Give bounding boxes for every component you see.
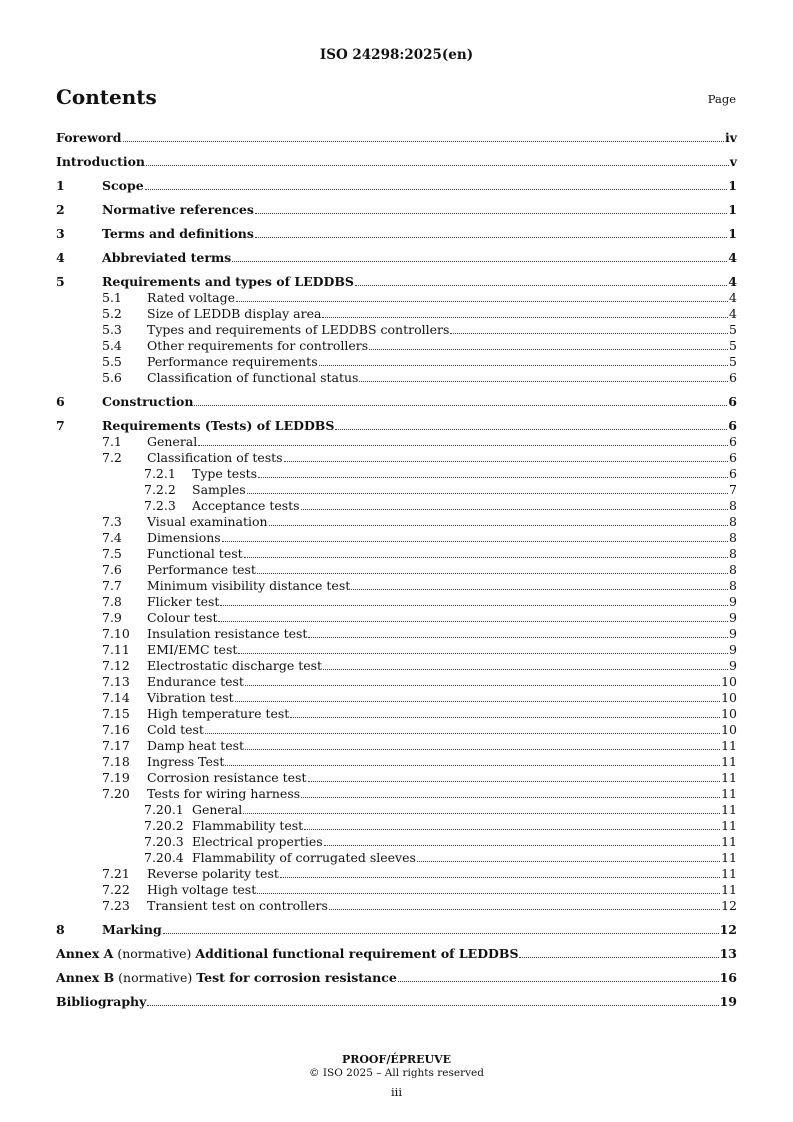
toc-entry-title: Type tests [192,466,258,481]
toc-entry-number: 7.2.3 [144,498,176,513]
toc-entry[interactable] [56,882,737,898]
toc-entry-title: Foreword [56,130,122,145]
toc-entry[interactable] [56,450,737,466]
toc-entry[interactable] [56,946,737,962]
dot-leader [255,237,727,238]
toc-entry-number: 7.16 [102,722,130,737]
toc-entry-title: Cold test [147,722,204,737]
toc-entry[interactable] [56,546,737,562]
toc-entry-page: 9 [729,610,737,625]
toc-entry[interactable] [56,674,737,690]
toc-entry-page: 11 [721,834,737,849]
toc-entry-title: Performance requirements [147,354,318,369]
toc-entry[interactable] [56,562,737,578]
dot-leader [245,749,720,750]
toc-entry-number: 7.22 [102,882,130,897]
toc-entry-page: 6 [728,418,737,433]
toc-entry-number: 7.7 [102,578,122,593]
toc-entry-page: 11 [721,882,737,897]
toc-entry-title: Terms and definitions [102,226,254,241]
toc-entry-title: Flammability test [192,818,304,833]
toc-entry[interactable] [56,290,737,306]
toc-entry[interactable] [56,994,737,1010]
toc-entry-number: 7.15 [102,706,130,721]
toc-entry-title: Colour test [147,610,218,625]
toc-entry-title: Flicker test [147,594,220,609]
toc-entry-page: 13 [719,946,737,961]
dot-leader [369,349,728,350]
dot-leader [194,405,727,406]
dot-leader [304,829,720,830]
toc-entry-page: 7 [729,482,737,497]
toc-entry-number: 7.20.3 [144,834,184,849]
dot-leader [220,605,728,606]
dot-leader [235,701,720,702]
toc-entry-page: 8 [729,498,737,513]
toc-entry[interactable] [56,738,737,754]
toc-entry[interactable] [56,354,737,370]
dot-leader [355,285,727,286]
toc-entry-number: 7.1 [102,434,122,449]
toc-entry[interactable] [56,754,737,770]
page-number: iii [390,1085,403,1099]
dot-leader [322,317,728,318]
dot-leader [398,981,719,982]
toc-entry-title: High voltage test [147,882,257,897]
toc-entry-number: 5.3 [102,322,122,337]
toc-entry-page: 1 [728,178,737,193]
dot-leader [225,765,720,766]
annex-id: Annex B [56,970,115,985]
toc-entry-title: General [147,434,198,449]
toc-entry[interactable] [56,482,737,498]
toc-entry-title: Classification of functional status [147,370,359,385]
dot-leader [123,141,724,142]
dot-leader [417,861,720,862]
toc-entry-page: 11 [721,770,737,785]
toc-entry-page: 1 [728,226,737,241]
dot-leader [245,685,720,686]
annex-id: Annex A [56,946,114,961]
toc-entry[interactable] [56,866,737,882]
toc-entry-number: 3 [56,226,65,241]
toc-entry-title: General [192,802,243,817]
dot-leader [147,1005,718,1006]
dot-leader [236,301,728,302]
toc-entry[interactable] [56,274,737,290]
toc-entry-page: 11 [721,818,737,833]
toc-entry-page: 11 [721,754,737,769]
toc-entry-page: 4 [729,306,737,321]
dot-leader [301,509,728,510]
toc-entry[interactable] [56,922,737,938]
toc-entry-title: Reverse polarity test [147,866,279,881]
toc-entry-number: 2 [56,202,65,217]
dot-leader [257,893,720,894]
dot-leader [222,541,728,542]
toc-entry-number: 7.9 [102,610,122,625]
dot-leader [308,781,721,782]
toc-entry-title: Requirements and types of LEDDBS [102,274,354,289]
toc-entry[interactable] [56,834,737,850]
toc-entry-page: 11 [721,786,737,801]
toc-entry-number: 7.2.1 [144,466,176,481]
toc-entry-number: 5.1 [102,290,122,305]
dot-leader [450,333,728,334]
toc-entry[interactable] [56,610,737,626]
toc-entry-number: 7.11 [102,642,130,657]
toc-entry-page: 11 [721,850,737,865]
toc-entry-number: 7.14 [102,690,130,705]
toc-entry-page: 10 [721,722,737,737]
toc-entry-page: 5 [729,354,737,369]
toc-entry-title: Construction [102,394,194,409]
toc-entry-title: Tests for wiring harness [147,786,301,801]
toc-entry-title: Introduction [56,154,146,169]
toc-entry-number: 7.6 [102,562,122,577]
toc-entry-title [56,946,518,962]
toc-entry-page: 9 [729,626,737,641]
dot-leader [205,733,720,734]
toc-entry-number: 7.4 [102,530,122,545]
toc-entry-title: Abbreviated terms [102,250,232,265]
toc-entry[interactable] [56,578,737,594]
toc-entry-page: 4 [729,290,737,305]
toc-entry[interactable] [56,466,737,482]
document-id: ISO 24298:2025(en) [319,47,474,63]
toc-entry[interactable] [56,434,737,450]
toc-entry-page: 19 [719,994,737,1009]
dot-leader [280,877,720,878]
toc-entry-title: Requirements (Tests) of LEDDBS [102,418,335,433]
toc-entry-page: 8 [729,514,737,529]
toc-entry[interactable] [56,970,737,986]
toc-entry-number: 7.23 [102,898,130,913]
toc-entry-title: Vibration test [147,690,234,705]
copyright-notice: © ISO 2025 – All rights reserved [309,1067,484,1079]
toc-entry[interactable] [56,690,737,706]
annex-title: Additional functional requirement of LEDDBS [195,946,519,961]
toc-entry-number: 5.6 [102,370,122,385]
toc-entry-number: 7.20.4 [144,850,184,865]
toc-entry-number: 8 [56,922,65,937]
toc-entry[interactable] [56,786,737,802]
dot-leader [255,213,727,214]
toc-entry-title: Acceptance tests [192,498,300,513]
toc-entry-title: Dimensions [147,530,221,545]
table-of-contents [56,128,737,1010]
dot-leader [198,445,728,446]
toc-entry-number: 7.20 [102,786,130,801]
toc-entry-number: 7.8 [102,594,122,609]
toc-entry[interactable] [56,178,737,194]
toc-entry-page: 10 [721,674,737,689]
toc-entry-title: Types and requirements of LEDDBS controllers [147,322,450,337]
toc-entry-title: Bibliography [56,994,147,1009]
toc-entry[interactable] [56,250,737,266]
toc-entry-page: 8 [729,546,737,561]
toc-entry[interactable] [56,514,737,530]
toc-entry-number: 4 [56,250,65,265]
toc-entry[interactable] [56,658,737,674]
toc-entry-number: 7.3 [102,514,122,529]
toc-entry-title: Functional test [147,546,243,561]
toc-entry-title: Rated voltage [147,290,236,305]
dot-leader [163,933,719,934]
toc-entry-page: 5 [729,322,737,337]
toc-entry-title: Transient test on controllers [147,898,328,913]
contents-title: Contents [56,85,157,109]
toc-entry-page: 9 [729,594,737,609]
toc-entry[interactable] [56,226,737,242]
toc-entry-number: 7.10 [102,626,130,641]
toc-entry-page: 12 [721,898,737,913]
toc-entry-title: Visual examination [147,514,268,529]
toc-entry-number: 7.19 [102,770,130,785]
dot-leader [335,429,727,430]
dot-leader [519,957,718,958]
toc-entry-page: 11 [721,802,737,817]
toc-entry-number: 5.2 [102,306,122,321]
toc-entry-page: 8 [729,578,737,593]
dot-leader [258,477,728,478]
toc-entry-title: Samples [192,482,246,497]
toc-entry[interactable] [56,322,737,338]
toc-entry-number: 1 [56,178,65,193]
toc-entry-title: Marking [102,922,162,937]
toc-entry-title: Normative references [102,202,254,217]
toc-entry-page: 6 [729,434,737,449]
proof-label: PROOF/ÉPREUVE [341,1053,452,1066]
toc-entry[interactable] [56,722,737,738]
toc-entry[interactable] [56,154,737,170]
toc-entry-title: Flammability of corrugated sleeves [192,850,416,865]
toc-entry-title: Classification of tests [147,450,283,465]
dot-leader [218,621,728,622]
toc-entry-title: Size of LEDDB display area [147,306,322,321]
toc-entry-title: Damp heat test [147,738,245,753]
page-column-label: Page [707,92,736,106]
toc-entry-page: 6 [729,370,737,385]
toc-entry-number: 7.2 [102,450,122,465]
toc-entry[interactable] [56,306,737,322]
toc-entry[interactable] [56,530,737,546]
toc-entry-page: 4 [728,274,737,289]
toc-entry-number: 7 [56,418,65,433]
toc-entry-title [56,970,397,986]
dot-leader [232,261,727,262]
toc-entry-page: 6 [729,450,737,465]
toc-entry-number: 6 [56,394,65,409]
dot-leader [146,165,729,166]
toc-entry[interactable] [56,642,737,658]
toc-entry-page: 9 [729,658,737,673]
toc-entry[interactable] [56,898,737,914]
toc-entry[interactable] [56,802,737,818]
toc-entry[interactable] [56,818,737,834]
toc-entry-page: 9 [729,642,737,657]
toc-entry-title: Ingress Test [147,754,225,769]
dot-leader [324,845,720,846]
toc-entry-title: Electrical properties [192,834,323,849]
toc-entry-page: 4 [728,250,737,265]
toc-entry-number: 5.4 [102,338,122,353]
dot-leader [269,525,729,526]
dot-leader [301,797,720,798]
toc-entry-title: Scope [102,178,144,193]
toc-entry-title: Electrostatic discharge test [147,658,323,673]
toc-entry-number: 5 [56,274,65,289]
toc-entry-number: 7.2.2 [144,482,176,497]
dot-leader [351,589,728,590]
dot-leader [290,717,720,718]
toc-entry[interactable] [56,626,737,642]
toc-entry-title: EMI/EMC test [147,642,238,657]
toc-entry-page: 6 [729,466,737,481]
annex-type: (normative) [113,946,196,961]
toc-entry[interactable] [56,498,737,514]
dot-leader [238,653,728,654]
toc-entry-page: 8 [729,530,737,545]
toc-entry-page: 10 [721,706,737,721]
dot-leader [359,381,728,382]
annex-type: (normative) [114,970,197,985]
toc-entry[interactable] [56,706,737,722]
dot-leader [319,365,728,366]
dot-leader [284,461,728,462]
toc-entry-number: 7.21 [102,866,130,881]
dot-leader [329,909,720,910]
toc-entry-title: Performance test [147,562,256,577]
toc-entry-page: 1 [728,202,737,217]
toc-entry-number: 7.20.1 [144,802,184,817]
toc-entry-page: 8 [729,562,737,577]
toc-entry-number: 5.5 [102,354,122,369]
dot-leader [243,813,720,814]
toc-entry-page: iv [724,130,737,145]
toc-entry-title: Corrosion resistance test [147,770,307,785]
toc-entry-number: 7.17 [102,738,130,753]
toc-entry[interactable] [56,418,737,434]
toc-entry-number: 7.20.2 [144,818,184,833]
toc-entry-page: v [729,154,737,169]
toc-entry[interactable] [56,594,737,610]
toc-entry[interactable] [56,770,737,786]
dot-leader [247,493,728,494]
toc-entry[interactable] [56,338,737,354]
dot-leader [323,669,728,670]
toc-entry-number: 7.12 [102,658,130,673]
dot-leader [308,637,728,638]
dot-leader [257,573,728,574]
toc-entry-number: 7.5 [102,546,122,561]
toc-entry-title: Minimum visibility distance test [147,578,351,593]
toc-entry-page: 6 [728,394,737,409]
dot-leader [145,189,728,190]
toc-entry-page: 5 [729,338,737,353]
toc-entry-title: Other requirements for controllers [147,338,369,353]
toc-entry-page: 11 [721,738,737,753]
annex-title: Test for corrosion resistance [196,970,397,985]
toc-entry[interactable] [56,202,737,218]
toc-entry-number: 7.13 [102,674,130,689]
toc-entry[interactable] [56,850,737,866]
toc-entry[interactable] [56,370,737,386]
toc-entry[interactable] [56,394,737,410]
dot-leader [244,557,728,558]
toc-entry-page: 16 [719,970,737,985]
toc-entry-title: High temperature test [147,706,290,721]
toc-entry-title: Insulation resistance test [147,626,308,641]
toc-entry[interactable] [56,130,737,146]
toc-entry-page: 11 [721,866,737,881]
toc-entry-page: 12 [719,922,737,937]
toc-entry-number: 7.18 [102,754,130,769]
toc-entry-title: Endurance test [147,674,244,689]
toc-entry-page: 10 [721,690,737,705]
